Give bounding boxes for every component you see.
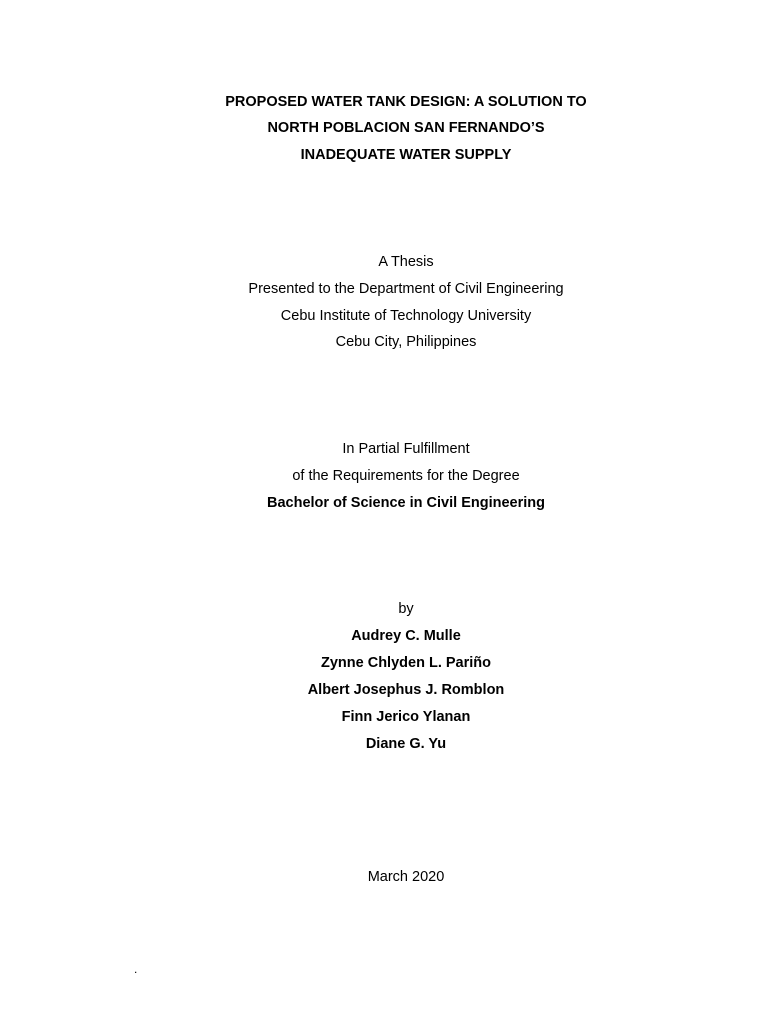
- document-type: A Thesis: [378, 254, 434, 270]
- author-name: Zynne Chlyden L. Pariño: [321, 655, 491, 671]
- author-name: Diane G. Yu: [365, 736, 447, 752]
- location-line: Cebu City, Philippines: [335, 334, 477, 350]
- by-label: by: [398, 601, 414, 617]
- author-name: Albert Josephus J. Romblon: [307, 682, 505, 698]
- thesis-title-line-3: INADEQUATE WATER SUPPLY: [300, 147, 512, 163]
- footer-mark: .: [134, 962, 138, 976]
- author-name: Audrey C. Mulle: [351, 628, 461, 644]
- submission-date: March 2020: [367, 869, 445, 885]
- department-line: Presented to the Department of Civil Engineering: [248, 281, 564, 297]
- thesis-title-line-2: NORTH POBLACION SAN FERNANDO’S: [267, 120, 545, 136]
- author-name: Finn Jerico Ylanan: [341, 709, 471, 725]
- fulfillment-line-2: of the Requirements for the Degree: [292, 468, 520, 484]
- thesis-title-line-1: PROPOSED WATER TANK DESIGN: A SOLUTION TO: [225, 94, 587, 110]
- university-line: Cebu Institute of Technology University: [280, 308, 532, 324]
- degree-name: Bachelor of Science in Civil Engineering: [267, 495, 545, 511]
- fulfillment-line-1: In Partial Fulfillment: [342, 441, 470, 457]
